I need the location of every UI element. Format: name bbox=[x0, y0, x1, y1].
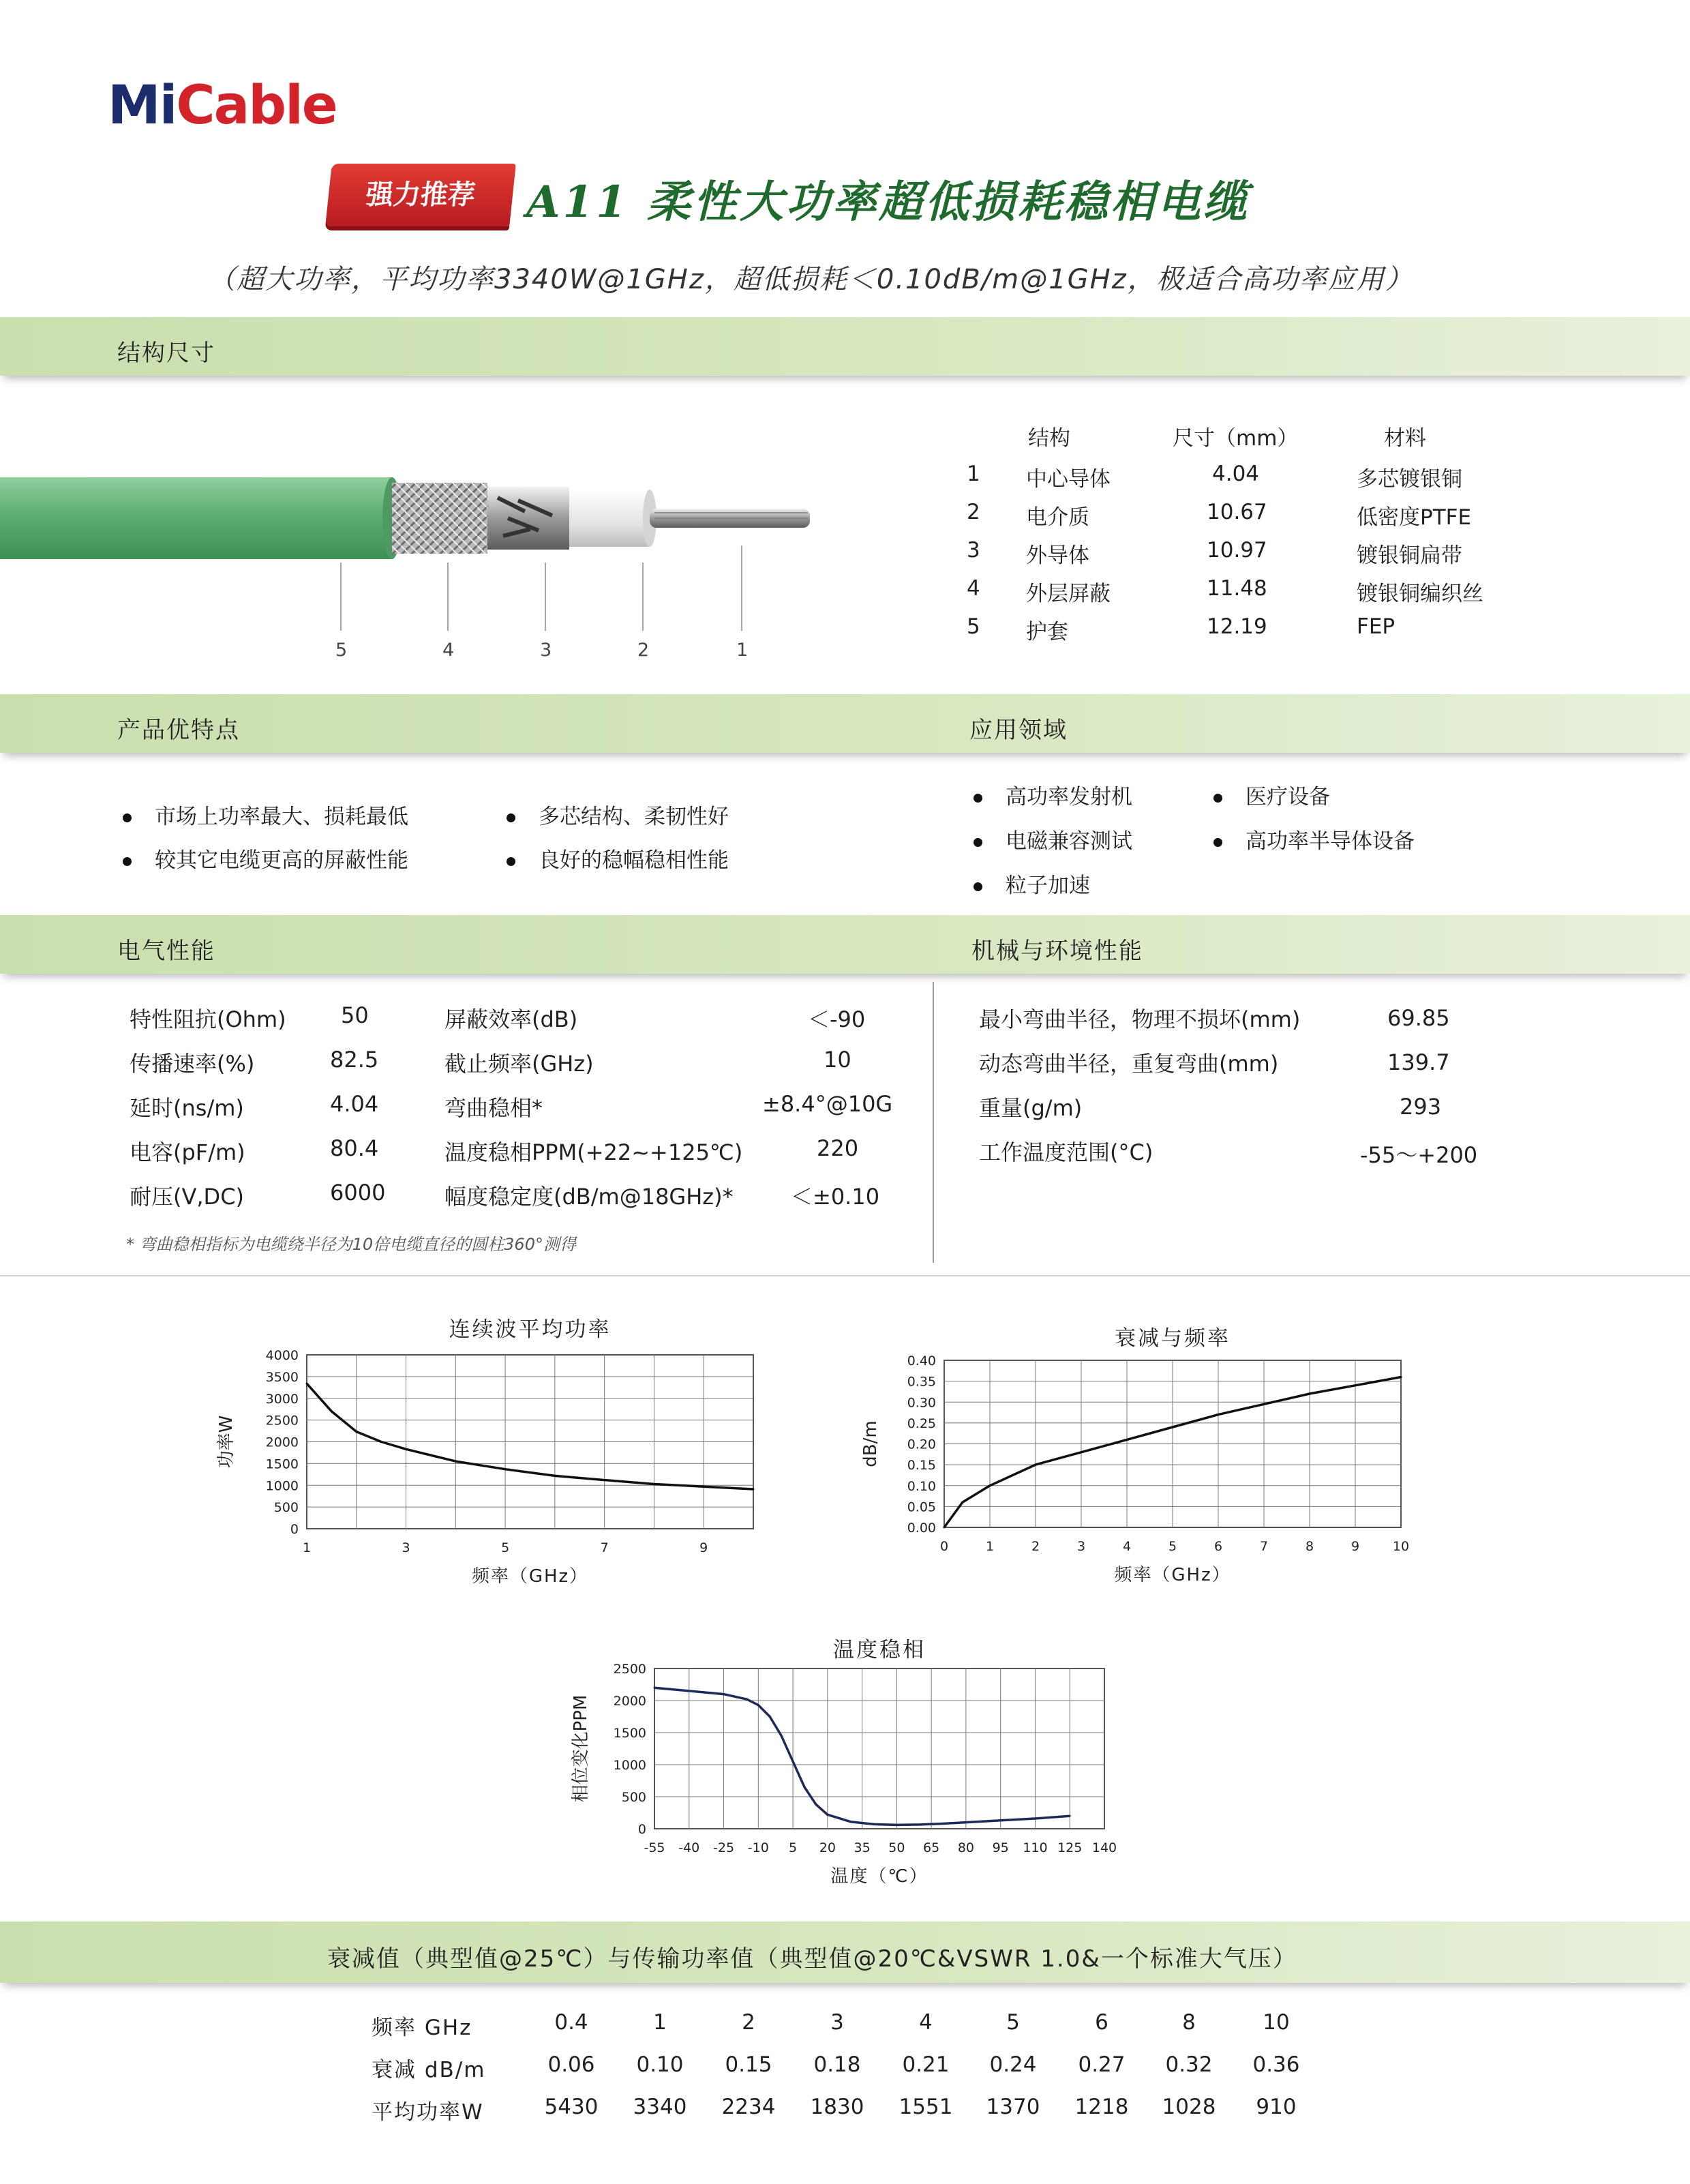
y-tick-label: 2500 bbox=[613, 1662, 646, 1677]
mechanical-label: 重量(g/m) bbox=[979, 1095, 1083, 1121]
data-point bbox=[355, 1431, 357, 1433]
data-point bbox=[769, 1716, 771, 1718]
x-tick-label: -10 bbox=[747, 1840, 769, 1855]
table-cell: 0.32 bbox=[1165, 2052, 1213, 2077]
row-material: FEP bbox=[1357, 614, 1395, 639]
electrical-value: 4.04 bbox=[330, 1091, 379, 1117]
callout-5: 5 bbox=[335, 640, 348, 661]
electrical-value: 50 bbox=[341, 1002, 369, 1028]
row-no: 3 bbox=[967, 538, 980, 563]
electrical-label: 温度稳相PPM(+22~+125℃) bbox=[444, 1139, 743, 1165]
x-tick-label: -40 bbox=[678, 1840, 700, 1855]
structure-section-bar bbox=[0, 317, 1690, 376]
feature-item: 市场上功率最大、损耗最低 bbox=[123, 799, 408, 830]
mechanical-section-title: 机械与环境性能 bbox=[971, 938, 1143, 965]
row-size: 11.48 bbox=[1207, 576, 1267, 601]
structure-header-size: 尺寸（mm） bbox=[1173, 426, 1299, 451]
table-cell: 0.27 bbox=[1078, 2052, 1126, 2077]
table-section-title: 衰减值（典型值@25℃）与传输功率值（典型值@20℃&VSWR 1.0&一个标准大气压） bbox=[327, 1945, 1297, 1973]
table-cell: 3340 bbox=[633, 2095, 687, 2119]
plot-frame bbox=[654, 1669, 1104, 1829]
mechanical-value: 293 bbox=[1400, 1094, 1442, 1120]
braid-layer bbox=[392, 483, 487, 554]
data-point bbox=[999, 1819, 1001, 1821]
dielectric-layer bbox=[569, 490, 650, 547]
table-cell: 0.15 bbox=[725, 2052, 772, 2077]
y-tick-label: 0.15 bbox=[907, 1458, 936, 1474]
x-axis-label: 频率（GHz） bbox=[471, 1566, 589, 1587]
table-cell: 0.21 bbox=[902, 2052, 950, 2077]
row-size: 4.04 bbox=[1212, 462, 1260, 486]
phase-temperature-chart bbox=[552, 1633, 1152, 1892]
data-point bbox=[1263, 1403, 1265, 1405]
row-part: 护套 bbox=[1026, 620, 1068, 644]
x-tick-label: -25 bbox=[713, 1840, 735, 1855]
electrical-footnote: * 弯曲稳相指标为电缆绕半径为10倍电缆直径的圆柱360°测得 bbox=[126, 1235, 576, 1254]
section-divider bbox=[0, 1275, 1690, 1276]
row-material: 镀银铜编织丝 bbox=[1357, 582, 1483, 606]
data-point bbox=[654, 1687, 656, 1689]
feature-item: 较其它电缆更高的屏蔽性能 bbox=[123, 843, 408, 873]
row-no: 1 bbox=[967, 462, 980, 486]
row-part: 外导体 bbox=[1026, 543, 1089, 568]
row-material: 多芯镀银铜 bbox=[1357, 467, 1462, 492]
electrical-section-bar bbox=[0, 915, 1690, 974]
x-tick-label: 10 bbox=[1392, 1539, 1410, 1554]
y-tick-label: 0.25 bbox=[907, 1416, 936, 1431]
table-cell: 910 bbox=[1256, 2095, 1297, 2119]
row-size: 10.97 bbox=[1207, 538, 1267, 563]
x-tick-label: 4 bbox=[1122, 1539, 1132, 1554]
data-point bbox=[804, 1786, 806, 1788]
electrical-value: 6000 bbox=[330, 1180, 386, 1206]
y-tick-label: 2000 bbox=[613, 1694, 646, 1709]
x-tick-label: 110 bbox=[1023, 1840, 1048, 1855]
y-tick-label: 4000 bbox=[265, 1348, 299, 1363]
data-point bbox=[380, 1441, 382, 1443]
electrical-label: 截止频率(GHz) bbox=[444, 1051, 594, 1077]
chart-title: 连续波平均功率 bbox=[449, 1317, 612, 1342]
application-item: 粒子加速 bbox=[974, 868, 1090, 899]
table-cell: 5 bbox=[1006, 2010, 1020, 2035]
x-tick-label: 5 bbox=[1168, 1539, 1177, 1554]
x-tick-label: 7 bbox=[600, 1540, 609, 1555]
data-point bbox=[504, 1468, 507, 1470]
attenuation-chart bbox=[845, 1313, 1445, 1599]
x-tick-label: 20 bbox=[819, 1840, 836, 1855]
data-point bbox=[1081, 1451, 1083, 1453]
data-point bbox=[919, 1823, 921, 1825]
data-point bbox=[306, 1383, 308, 1385]
electrical-label: 幅度稳定度(dB/m@18GHz)* bbox=[444, 1184, 734, 1210]
features-section-title: 产品优特点 bbox=[117, 717, 240, 744]
chart-title: 衰减与频率 bbox=[1115, 1326, 1231, 1351]
application-item: 医疗设备 bbox=[1213, 779, 1330, 810]
y-tick-label: 0.30 bbox=[907, 1395, 936, 1411]
y-tick-label: 0.10 bbox=[907, 1478, 936, 1494]
y-axis-label: dB/m bbox=[860, 1420, 881, 1467]
table-cell: 1 bbox=[653, 2010, 667, 2035]
x-tick-label: 9 bbox=[699, 1540, 708, 1555]
x-tick-label: 9 bbox=[1351, 1539, 1360, 1554]
structure-header-part: 结构 bbox=[1028, 426, 1070, 451]
x-tick-label: 1 bbox=[985, 1539, 995, 1554]
mechanical-value: -55～+200 bbox=[1360, 1142, 1478, 1168]
y-axis-label: 相位变化PPM bbox=[571, 1694, 591, 1803]
structure-section-title: 结构尺寸 bbox=[117, 340, 215, 367]
callout-4: 4 bbox=[442, 640, 455, 661]
jacket-layer bbox=[0, 477, 392, 559]
x-tick-label: 5 bbox=[501, 1540, 510, 1555]
row-part: 中心导体 bbox=[1026, 467, 1111, 492]
x-axis-label: 温度（℃） bbox=[830, 1866, 929, 1887]
x-tick-label: 8 bbox=[1305, 1539, 1314, 1554]
row-part: 外层屏蔽 bbox=[1026, 582, 1111, 606]
y-tick-label: 500 bbox=[621, 1790, 646, 1805]
electrical-label: 传播速率(%) bbox=[130, 1051, 255, 1077]
x-tick-label: 35 bbox=[854, 1840, 871, 1855]
electrical-section-title: 电气性能 bbox=[117, 938, 215, 965]
data-point bbox=[944, 1527, 946, 1529]
data-point bbox=[688, 1690, 690, 1692]
electrical-label: 弯曲稳相* bbox=[444, 1095, 543, 1121]
table-row-label: 频率 GHz bbox=[372, 2016, 472, 2040]
application-item: 电磁兼容测试 bbox=[974, 824, 1132, 854]
applications-section-title: 应用领域 bbox=[969, 717, 1068, 744]
data-point bbox=[753, 1488, 755, 1490]
y-tick-label: 500 bbox=[273, 1500, 299, 1516]
data-point bbox=[965, 1821, 967, 1823]
x-tick-label: 95 bbox=[992, 1840, 1009, 1855]
data-point bbox=[1400, 1376, 1402, 1378]
row-size: 12.19 bbox=[1207, 614, 1267, 639]
table-cell: 1551 bbox=[899, 2095, 953, 2119]
y-tick-label: 0.40 bbox=[907, 1353, 936, 1368]
table-cell: 3 bbox=[830, 2010, 844, 2035]
table-cell: 8 bbox=[1182, 2010, 1196, 2035]
recommend-badge: 强力推荐 bbox=[325, 164, 516, 226]
x-tick-label: 65 bbox=[923, 1840, 940, 1855]
x-tick-label: 1 bbox=[302, 1540, 312, 1555]
y-tick-label: 1500 bbox=[265, 1456, 299, 1472]
data-point bbox=[653, 1483, 655, 1485]
mechanical-label: 动态弯曲半径，重复弯曲(mm) bbox=[979, 1051, 1279, 1077]
y-tick-label: 3000 bbox=[265, 1391, 299, 1407]
data-point bbox=[1069, 1815, 1071, 1817]
x-tick-label: 3 bbox=[1076, 1539, 1086, 1554]
table-cell: 1830 bbox=[810, 2095, 864, 2119]
row-no: 5 bbox=[967, 614, 980, 639]
table-cell: 0.18 bbox=[813, 2052, 861, 2077]
data-point bbox=[405, 1448, 407, 1450]
electrical-label: 屏蔽效率(dB) bbox=[444, 1006, 578, 1032]
x-tick-label: 3 bbox=[402, 1540, 410, 1555]
y-tick-label: 0.35 bbox=[907, 1374, 936, 1390]
x-tick-label: 6 bbox=[1213, 1539, 1223, 1554]
table-cell: 0.4 bbox=[554, 2010, 588, 2035]
data-point bbox=[603, 1479, 605, 1481]
data-point bbox=[896, 1824, 898, 1826]
x-tick-label: 2 bbox=[1031, 1539, 1040, 1554]
electrical-label: 电容(pF/m) bbox=[130, 1139, 245, 1165]
x-tick-label: 0 bbox=[939, 1539, 949, 1554]
mechanical-label: 最小弯曲半径，物理不损坏(mm) bbox=[979, 1006, 1301, 1032]
y-tick-label: 0.20 bbox=[907, 1437, 936, 1452]
data-point bbox=[826, 1814, 828, 1816]
data-point bbox=[1309, 1393, 1311, 1395]
data-point bbox=[723, 1693, 725, 1695]
electrical-value: ＜±0.10 bbox=[791, 1184, 880, 1210]
x-tick-label: 125 bbox=[1057, 1840, 1083, 1855]
x-tick-label: 50 bbox=[888, 1840, 905, 1855]
row-part: 电介质 bbox=[1026, 505, 1089, 530]
data-point bbox=[1035, 1464, 1037, 1466]
callout-3: 3 bbox=[540, 640, 552, 661]
structure-header-material: 材料 bbox=[1384, 426, 1426, 451]
data-point bbox=[331, 1410, 333, 1412]
features-section-bar bbox=[0, 694, 1690, 753]
data-point bbox=[1034, 1817, 1036, 1819]
table-cell: 2234 bbox=[721, 2095, 776, 2119]
data-point bbox=[781, 1735, 783, 1737]
table-cell: 6 bbox=[1095, 2010, 1108, 2035]
application-item: 高功率发射机 bbox=[974, 779, 1132, 810]
table-cell: 0.10 bbox=[636, 2052, 684, 2077]
table-cell: 1370 bbox=[986, 2095, 1040, 2119]
data-point bbox=[873, 1823, 875, 1825]
callout-2: 2 bbox=[637, 640, 650, 661]
data-point bbox=[989, 1484, 991, 1486]
mechanical-label: 工作温度范围(°C) bbox=[979, 1139, 1153, 1165]
data-point bbox=[1172, 1426, 1174, 1428]
y-axis-label: 功率W bbox=[216, 1415, 237, 1469]
table-cell: 4 bbox=[919, 2010, 933, 2035]
table-cell: 2 bbox=[742, 2010, 755, 2035]
y-tick-label: 0.05 bbox=[907, 1499, 936, 1515]
row-material: 镀银铜扁带 bbox=[1357, 543, 1462, 568]
application-item: 高功率半导体设备 bbox=[1213, 824, 1415, 854]
product-title: A11 柔性大功率超低损耗稳相电缆 bbox=[526, 177, 1250, 228]
outer-conductor-layer bbox=[487, 487, 569, 550]
x-tick-label: 5 bbox=[789, 1840, 798, 1855]
electrical-value: 220 bbox=[817, 1135, 859, 1161]
data-point bbox=[455, 1461, 457, 1463]
x-tick-label: 80 bbox=[957, 1840, 975, 1855]
feature-item: 多芯结构、柔韧性好 bbox=[507, 799, 729, 830]
micable-logo: MiCable bbox=[108, 75, 337, 136]
table-cell: 0.36 bbox=[1252, 2052, 1300, 2077]
data-point bbox=[757, 1704, 759, 1706]
y-tick-label: 2000 bbox=[265, 1435, 299, 1450]
data-point bbox=[849, 1821, 851, 1823]
power-chart bbox=[184, 1306, 770, 1592]
column-divider bbox=[933, 982, 934, 1263]
x-axis-label: 频率（GHz） bbox=[1114, 1565, 1231, 1585]
data-point bbox=[554, 1475, 556, 1477]
y-tick-label: 0 bbox=[290, 1522, 299, 1537]
chart-title: 温度稳相 bbox=[833, 1638, 926, 1662]
x-tick-label: 140 bbox=[1091, 1840, 1117, 1855]
mechanical-value: 139.7 bbox=[1387, 1049, 1450, 1075]
y-tick-label: 0 bbox=[637, 1822, 646, 1837]
electrical-label: 耐压(V,DC) bbox=[130, 1184, 245, 1210]
electrical-value: ＜-90 bbox=[808, 1006, 866, 1032]
table-cell: 1028 bbox=[1162, 2095, 1216, 2119]
electrical-value: 82.5 bbox=[330, 1047, 379, 1073]
electrical-label: 延时(ns/m) bbox=[130, 1095, 244, 1121]
feature-item: 良好的稳幅稳相性能 bbox=[507, 843, 729, 873]
data-point bbox=[815, 1804, 817, 1806]
table-row-label: 平均功率W bbox=[372, 2100, 484, 2125]
data-point bbox=[746, 1699, 748, 1701]
table-cell: 5430 bbox=[544, 2095, 599, 2119]
electrical-label: 特性阻抗(Ohm) bbox=[130, 1006, 286, 1032]
y-tick-label: 3500 bbox=[265, 1369, 299, 1385]
table-cell: 10 bbox=[1263, 2010, 1290, 2035]
y-tick-label: 1500 bbox=[613, 1726, 646, 1741]
y-tick-label: 0.00 bbox=[907, 1521, 936, 1536]
row-no: 4 bbox=[967, 576, 980, 601]
table-row-label: 衰减 dB/m bbox=[372, 2058, 486, 2082]
row-size: 10.67 bbox=[1207, 500, 1267, 524]
y-tick-label: 2500 bbox=[265, 1413, 299, 1428]
electrical-value: 10 bbox=[824, 1047, 851, 1073]
row-material: 低密度PTFE bbox=[1357, 505, 1472, 530]
mechanical-value: 69.85 bbox=[1387, 1005, 1450, 1031]
callout-1: 1 bbox=[736, 640, 749, 661]
table-cell: 0.24 bbox=[989, 2052, 1037, 2077]
product-subtitle: （超大功率，平均功率3340W@1GHz，超低损耗＜0.10dB/m@1GHz，极适合高功率应用） bbox=[208, 264, 1414, 295]
y-tick-label: 1000 bbox=[613, 1758, 646, 1773]
electrical-value: 80.4 bbox=[330, 1135, 379, 1161]
cable-illustration bbox=[0, 450, 845, 668]
data-point bbox=[942, 1823, 944, 1825]
series-line bbox=[307, 1383, 753, 1489]
data-point bbox=[1126, 1439, 1128, 1441]
y-tick-label: 1000 bbox=[265, 1478, 299, 1494]
x-tick-label: -55 bbox=[644, 1840, 665, 1855]
electrical-value: ±8.4°@10G bbox=[762, 1091, 893, 1117]
x-tick-label: 7 bbox=[1259, 1539, 1269, 1554]
data-point bbox=[1355, 1384, 1357, 1386]
data-point bbox=[792, 1761, 794, 1763]
data-point bbox=[961, 1501, 963, 1504]
row-no: 2 bbox=[967, 500, 980, 524]
table-cell: 0.06 bbox=[547, 2052, 595, 2077]
data-point bbox=[1218, 1413, 1220, 1416]
table-cell: 1218 bbox=[1074, 2095, 1129, 2119]
data-point bbox=[703, 1486, 705, 1488]
